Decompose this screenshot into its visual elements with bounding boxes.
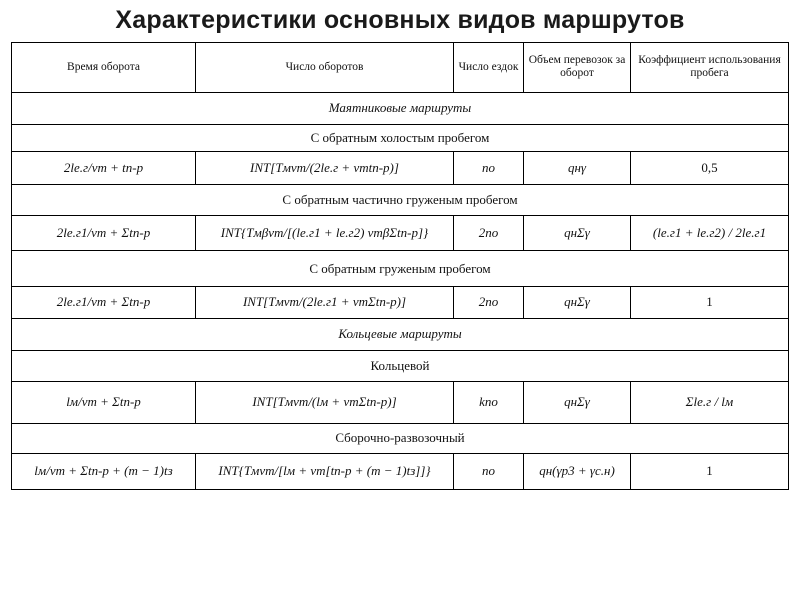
table-row — [12, 216, 789, 251]
cell-volume: qнΣγ — [524, 216, 631, 251]
header-trips: Число ездок — [454, 43, 524, 93]
cell-coefficient: Σlе.г / lм — [631, 382, 789, 423]
table-row — [12, 453, 789, 489]
cell-time: 2lе.г1/vт + Σtп-р — [12, 216, 196, 251]
cell-trips: 2nо — [454, 286, 524, 318]
section-partial-return: С обратным частично груженым пробегом — [12, 185, 789, 216]
table-row — [12, 382, 789, 423]
cell-trips: nо — [454, 151, 524, 184]
header-volume: Объем перевозок за оборот — [524, 43, 631, 93]
cell-coefficient: 1 — [631, 286, 789, 318]
table-header-row — [12, 43, 789, 93]
cell-turns: INT[Tмvт/(lм + vтΣtп-р)] — [196, 382, 454, 423]
section-row — [12, 92, 789, 124]
cell-trips: nо — [454, 453, 524, 489]
cell-coefficient: (lе.г1 + lе.г2) / 2lе.г1 — [631, 216, 789, 251]
cell-volume: qнΣγ — [524, 286, 631, 318]
cell-time: 2lе.г/vт + tп-р — [12, 151, 196, 184]
table-row — [12, 151, 789, 184]
cell-turns: INT[Tмvт/(2lе.г1 + vтΣtп-р)] — [196, 286, 454, 318]
section-loaded-return: С обратным груженым пробегом — [12, 251, 789, 286]
section-empty-return: С обратным холостым пробегом — [12, 124, 789, 151]
section-collection: Сборочно-развозочный — [12, 423, 789, 453]
cell-volume: qн(γр3 + γс.н) — [524, 453, 631, 489]
section-circular-routes: Кольцевые маршруты — [12, 318, 789, 350]
section-pendulum: Маятниковые маршруты — [12, 92, 789, 124]
header-turns: Число оборотов — [196, 43, 454, 93]
section-row — [12, 350, 789, 381]
cell-turns: INT{Tмvт/[lм + vт[tп-р + (m − 1)tз]]} — [196, 453, 454, 489]
routes-table — [11, 42, 789, 490]
cell-time: lм/vт + Σtп-р — [12, 382, 196, 423]
section-circular: Кольцевой — [12, 350, 789, 381]
table-row — [12, 286, 789, 318]
cell-trips: knо — [454, 382, 524, 423]
cell-volume: qнγ — [524, 151, 631, 184]
section-row — [12, 423, 789, 453]
section-row — [12, 251, 789, 286]
cell-time: 2lе.г1/vт + Σtп-р — [12, 286, 196, 318]
cell-turns: INT{Tмβvт/[(lе.г1 + lе.г2) vтβΣtп-р]} — [196, 216, 454, 251]
cell-time: lм/vт + Σtп-р + (m − 1)tз — [12, 453, 196, 489]
cell-coefficient: 1 — [631, 453, 789, 489]
header-coefficient: Коэффициент использования пробега — [631, 43, 789, 93]
section-row — [12, 124, 789, 151]
page-title: Характеристики основных видов маршрутов — [115, 6, 685, 34]
header-time: Время оборота — [12, 43, 196, 93]
section-row — [12, 318, 789, 350]
cell-turns: INT[Tмvт/(2lе.г + vтtп-р)] — [196, 151, 454, 184]
section-row — [12, 185, 789, 216]
cell-trips: 2nо — [454, 216, 524, 251]
cell-volume: qнΣγ — [524, 382, 631, 423]
cell-coefficient: 0,5 — [631, 151, 789, 184]
